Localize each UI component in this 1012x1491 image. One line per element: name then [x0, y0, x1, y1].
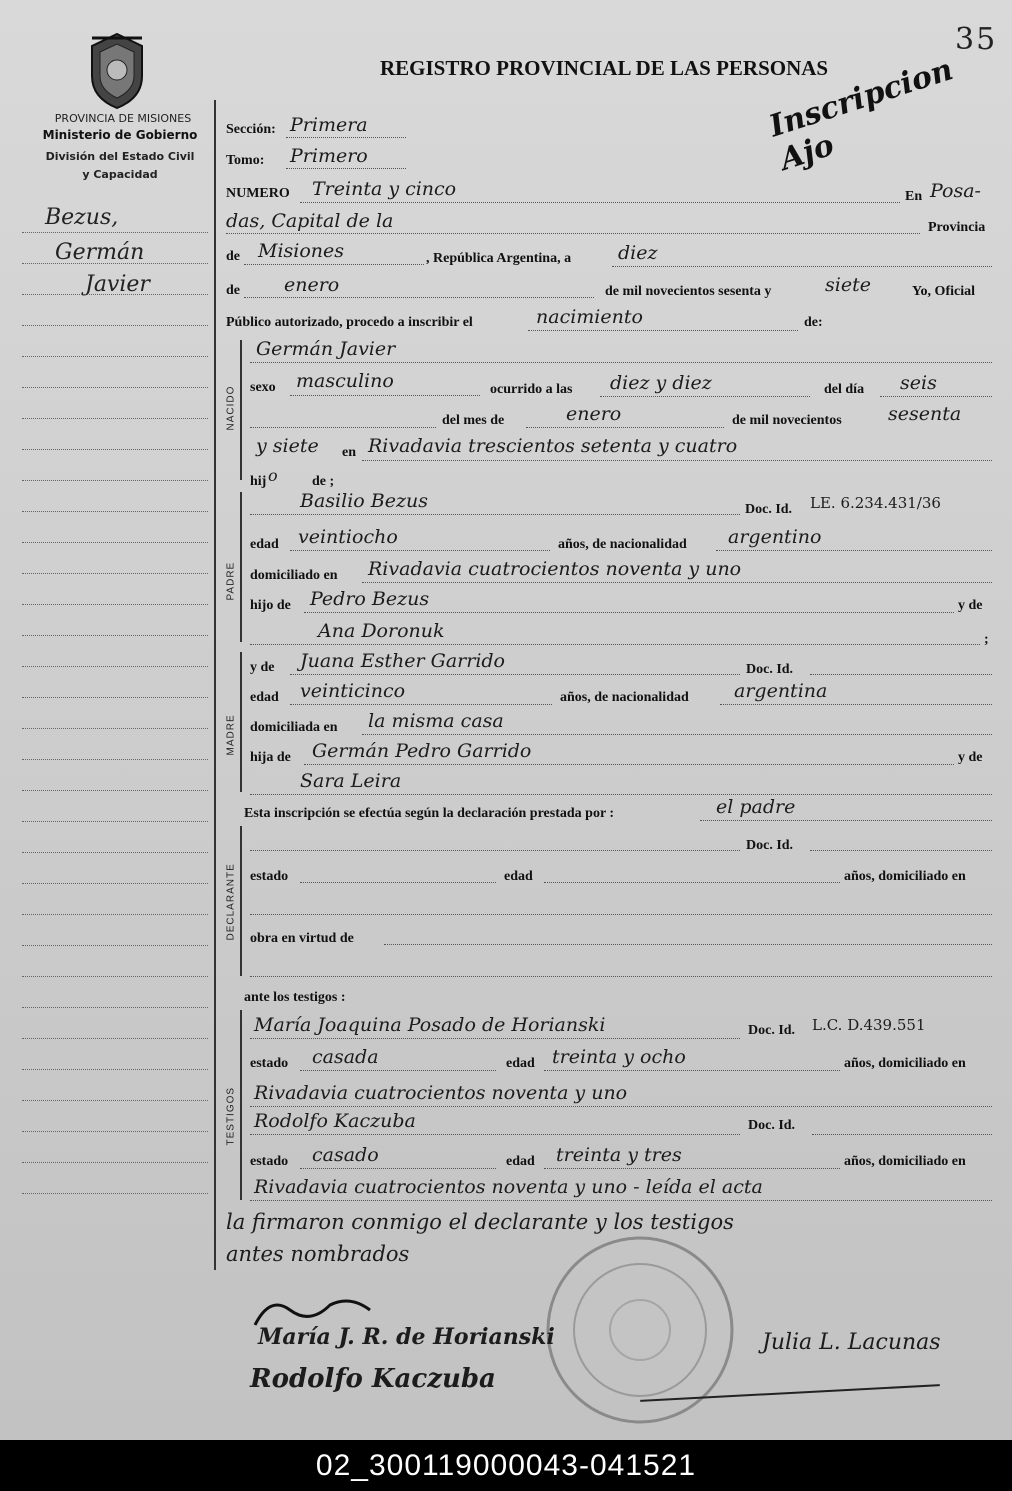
padre-hijo-line [304, 612, 954, 613]
left-margin-rule [22, 759, 208, 760]
left-margin-rule [22, 914, 208, 915]
left-margin-rule [22, 883, 208, 884]
tomo-value: Primero [290, 145, 368, 167]
signature-1: María J. R. de Horianski [258, 1324, 555, 1350]
nacido-name: Germán Javier [256, 338, 396, 360]
testigo1-edad-value: treinta y ocho [552, 1046, 686, 1068]
ante-testigos-label: ante los testigos : [244, 990, 346, 1005]
sexo-label: sexo [250, 380, 276, 395]
left-margin-rule [22, 604, 208, 605]
tomo-label: Tomo: [226, 153, 265, 168]
testigo1-domicilio-line [250, 1106, 992, 1107]
left-margin-rule [22, 635, 208, 636]
hijo-label: hij [250, 474, 267, 489]
testigos-label: TESTIGOS [225, 1086, 237, 1146]
left-margin-rule [22, 449, 208, 450]
left-margin-rule [22, 387, 208, 388]
mes-value: enero [566, 403, 622, 425]
madre-hija-line [304, 764, 954, 765]
padre-semicolon: ; [984, 632, 989, 647]
dia-value: seis [900, 372, 937, 394]
margin-name-line-2: Germán [55, 240, 145, 265]
left-margin-rule [22, 542, 208, 543]
page-number: 35 [955, 22, 998, 57]
numero-label: NUMERO [226, 186, 290, 201]
declaracion-label: Esta inscripción se efectúa según la declaración prestada por : [244, 806, 615, 821]
left-margin-rule [22, 480, 208, 481]
testigo2-name: Rodolfo Kaczuba [254, 1110, 416, 1132]
declarante-edad-label: edad [504, 869, 533, 884]
seccion-label: Sección: [226, 122, 276, 137]
left-margin-rule [22, 232, 208, 233]
testigo1-estado-value: casada [312, 1046, 379, 1068]
testigo1-estado-label: estado [250, 1056, 289, 1071]
padre-domicilio-label: domiciliado en [250, 568, 338, 583]
left-margin-rule [22, 945, 208, 946]
testigo2-domicilio-line [250, 1200, 992, 1201]
padre-doc-label: Doc. Id. [745, 502, 793, 517]
testigo1-doc-value: L.C. D.439.551 [812, 1016, 926, 1034]
madre-nacionalidad-value: argentina [734, 680, 828, 702]
madre-label: MADRE [225, 714, 237, 756]
left-margin-divider [214, 100, 216, 1270]
testigo2-doc-line [812, 1134, 992, 1135]
padre-edad-label: edad [250, 537, 279, 552]
padre-madre-line [250, 644, 980, 645]
madre-madre-line [250, 794, 992, 795]
testigo2-doc-label: Doc. Id. [748, 1118, 796, 1133]
anio-value-2: y siete [256, 435, 319, 457]
image-id-footer: 02_300119000043-041521 [0, 1440, 1012, 1491]
madre-edad-label: edad [250, 690, 279, 705]
left-margin-rule [22, 821, 208, 822]
ocurrido-label: ocurrido a las [490, 382, 573, 397]
obra-label: obra en virtud de [250, 931, 354, 946]
padre-hijo-label: hijo de [250, 598, 291, 613]
de-line [244, 264, 424, 265]
place-value-line-2: das, Capital de la [226, 210, 394, 232]
left-margin-rule [22, 852, 208, 853]
provincia-label: Provincia [928, 220, 986, 235]
madre-edad-line [290, 704, 552, 705]
seccion-value: Primera [290, 114, 368, 136]
sexo-value: masculino [296, 370, 394, 392]
declarante-domicilio-line [250, 914, 992, 915]
testigo2-edad-line [544, 1168, 840, 1169]
closing-line-1: la firmaron conmigo el declarante y los testigos [226, 1210, 734, 1234]
testigo2-domicilio-value: Rivadavia cuatrocientos noventa y uno - leída el acta [254, 1176, 763, 1198]
declaracion-value: el padre [716, 796, 796, 818]
declarante-estado-line [300, 882, 496, 883]
left-margin-rule [22, 511, 208, 512]
padre-name-line [250, 514, 740, 515]
ministry-name: Ministerio de Gobierno [42, 128, 198, 142]
de-value: Misiones [258, 240, 345, 262]
division-name-2: y Capacidad [82, 168, 158, 181]
mes-line-pre [250, 427, 436, 428]
padre-name: Basilio Bezus [300, 490, 428, 512]
province-name: PROVINCIA DE MISIONES [54, 112, 192, 125]
padre-label: PADRE [225, 561, 237, 601]
declarante-label: DECLARANTE [225, 863, 237, 941]
left-margin-rule [22, 697, 208, 698]
signature-3: Julia L. Lacunas [762, 1330, 941, 1355]
left-margin-rule [22, 1007, 208, 1008]
left-margin-rule [22, 666, 208, 667]
testigos-divider [240, 1010, 242, 1200]
en-label: En [905, 189, 923, 204]
del-dia-label: del día [824, 382, 865, 397]
numero-line [300, 202, 900, 203]
left-margin-rule [22, 728, 208, 729]
declarante-estado-label: estado [250, 869, 289, 884]
declarante-name-line [250, 850, 740, 851]
declarante-doc-label: Doc. Id. [746, 838, 794, 853]
declarante-divider [240, 826, 242, 976]
testigo2-edad-label: edad [506, 1154, 535, 1169]
anio-value: sesenta [888, 403, 962, 425]
lugar-line [362, 460, 992, 461]
madre-madre-value: Sara Leira [300, 770, 402, 792]
madre-domicilio-label: domiciliada en [250, 720, 338, 735]
obra-line [384, 944, 992, 945]
padre-divider [240, 492, 242, 642]
left-margin-rule [22, 325, 208, 326]
padre-hijo-value: Pedro Bezus [310, 588, 430, 610]
tomo-line [286, 168, 406, 169]
obra-line-2 [250, 976, 992, 977]
testigo2-estado-label: estado [250, 1154, 289, 1169]
padre-madre-value: Ana Doronuk [318, 620, 445, 642]
document-title: REGISTRO PROVINCIAL DE LAS PERSONAS [380, 56, 829, 80]
madre-nacionalidad-line [720, 704, 992, 705]
madre-name: Juana Esther Garrido [300, 650, 505, 672]
republica-label: , República Argentina, a [426, 251, 572, 266]
madre-hija-value: Germán Pedro Garrido [312, 740, 532, 762]
hijo-de-label: de ; [312, 474, 335, 489]
padre-anios-label: años, de nacionalidad [558, 537, 687, 552]
lugar-value: Rivadavia trescientos setenta y cuatro [368, 435, 738, 457]
testigo1-name: María Joaquina Posado de Horianski [254, 1014, 606, 1036]
declarante-anios-label: años, domiciliado en [844, 869, 966, 884]
padre-domicilio-line [362, 582, 992, 583]
yo-label: Yo, Oficial [912, 284, 975, 299]
hora-value: diez y diez [610, 372, 712, 394]
margin-name-line-1: Bezus, [45, 205, 119, 230]
de3-label: de: [804, 315, 823, 330]
mil-novecientos-label: de mil novecientos [732, 413, 842, 428]
madre-yde-label: y de [250, 660, 275, 675]
declarante-doc-line [810, 850, 992, 851]
left-margin-rule [22, 263, 208, 264]
signature-mark-icon [250, 1290, 390, 1330]
day-line [612, 266, 992, 267]
hijo-value: o [268, 466, 278, 485]
left-margin-rule [22, 976, 208, 977]
left-margin-rule [22, 790, 208, 791]
left-margin-rule [22, 1069, 208, 1070]
publico-line [528, 330, 798, 331]
testigo2-estado-line [300, 1168, 496, 1169]
testigo1-doc-label: Doc. Id. [748, 1023, 796, 1038]
mil-label: de mil novecientos sesenta y [605, 284, 772, 299]
en-value: Posa- [930, 180, 981, 202]
month-value: enero [284, 274, 340, 296]
padre-nacionalidad-line [716, 550, 992, 551]
testigo1-anios-label: años, domiciliado en [844, 1056, 966, 1071]
testigo2-estado-value: casado [312, 1144, 379, 1166]
madre-domicilio-value: la misma casa [368, 710, 504, 732]
padre-domicilio-value: Rivadavia cuatrocientos noventa y uno [368, 558, 742, 580]
de2-label: de [226, 283, 240, 298]
mes-line [526, 427, 724, 428]
year-value: siete [825, 274, 871, 296]
en-label-nacido: en [342, 445, 356, 460]
left-margin-rule [22, 294, 208, 295]
de-label: de [226, 249, 240, 264]
left-margin-rule [22, 1193, 208, 1194]
coat-of-arms-icon [82, 30, 152, 110]
madre-name-line [290, 674, 740, 675]
division-name: División del Estado Civil [45, 150, 195, 163]
declaracion-line [700, 820, 992, 821]
nacido-name-line [250, 362, 992, 363]
testigo1-estado-line [300, 1070, 496, 1071]
mes-label: del mes de [442, 413, 505, 428]
testigo1-name-line [250, 1038, 740, 1039]
sexo-line [290, 395, 480, 396]
margin-name-line-3: Javier [85, 272, 150, 297]
madre-divider [240, 652, 242, 792]
madre-anios-label: años, de nacionalidad [560, 690, 689, 705]
hora-line [600, 396, 810, 397]
signature-2: Rodolfo Kaczuba [250, 1364, 496, 1394]
testigo2-edad-value: treinta y tres [556, 1144, 682, 1166]
seccion-line [286, 137, 406, 138]
left-margin-rule [22, 1131, 208, 1132]
left-margin-rule [22, 418, 208, 419]
padre-nacionalidad-value: argentino [728, 526, 822, 548]
padre-yde-label: y de [958, 598, 983, 613]
left-margin-rule [22, 1100, 208, 1101]
dia-line [880, 396, 992, 397]
madre-yde2-label: y de [958, 750, 983, 765]
left-margin-rule [22, 573, 208, 574]
madre-edad-value: veinticinco [300, 680, 406, 702]
testigo1-domicilio-value: Rivadavia cuatrocientos noventa y uno [254, 1082, 628, 1104]
padre-doc-value: LE. 6.234.431/36 [810, 494, 941, 512]
nacido-divider [240, 340, 242, 480]
testigo2-anios-label: años, domiciliado en [844, 1154, 966, 1169]
testigo1-edad-line [544, 1070, 840, 1071]
month-line [244, 297, 594, 298]
publico-label: Público autorizado, procedo a inscribir el [226, 315, 473, 330]
madre-doc-line [810, 674, 992, 675]
day-value: diez [618, 242, 658, 264]
declarante-edad-line [544, 882, 840, 883]
handwritten-annotation: Inscripcion Ajo [765, 52, 958, 178]
testigo1-edad-label: edad [506, 1056, 535, 1071]
madre-doc-label: Doc. Id. [746, 662, 794, 677]
left-margin-rule [22, 356, 208, 357]
closing-line-2: antes nombrados [226, 1242, 410, 1266]
padre-edad-value: veintiocho [298, 526, 398, 548]
nacido-label: NACIDO [225, 385, 237, 431]
testigo2-name-line [250, 1134, 740, 1135]
publico-value: nacimiento [536, 306, 643, 328]
padre-edad-line [290, 550, 550, 551]
numero-value: Treinta y cinco [312, 178, 457, 200]
place-line-2 [226, 233, 920, 234]
madre-hija-label: hija de [250, 750, 291, 765]
left-margin-rule [22, 1162, 208, 1163]
left-margin-rule [22, 1038, 208, 1039]
madre-domicilio-line [362, 734, 992, 735]
